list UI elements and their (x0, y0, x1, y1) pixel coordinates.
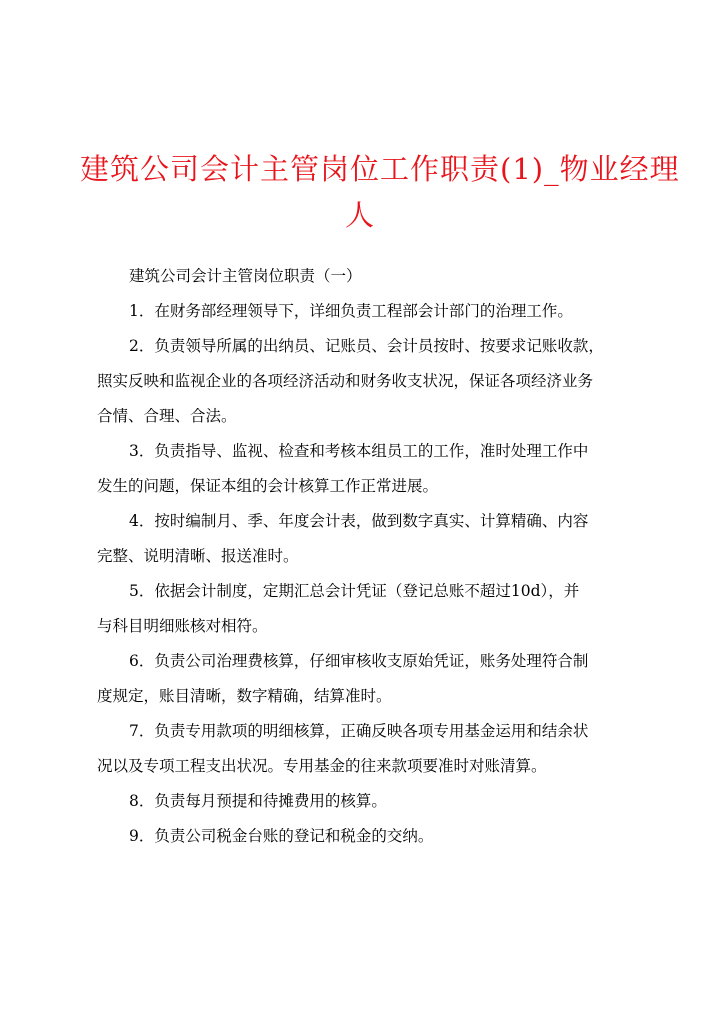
paragraph-8 (97, 784, 642, 819)
paragraph-line: 照实反映和监视企业的各项经济活动和财务收支状况，保证各项经济业务 (97, 372, 594, 390)
document-title (80, 146, 680, 238)
title-line-2: 人 (344, 198, 375, 232)
paragraph-line: 3．负责指导、监视、检查和考核本组员工的工作，准时处理工作中 (129, 442, 589, 460)
paragraph-2 (97, 329, 642, 434)
paragraph-3 (97, 434, 642, 504)
paragraph-line: 5．依据会计制度，定期汇总会计凭证（登记总账不超过10d），并 (129, 582, 580, 600)
paragraph-5 (97, 574, 642, 644)
document-body (97, 259, 642, 854)
title-line-1: 建筑公司会计主管岗位工作职责(1)_物业经理 (80, 152, 680, 186)
paragraph-4 (97, 504, 642, 574)
paragraph-line: 合情、合理、合法。 (97, 407, 237, 425)
paragraph-line: 4．按时编制月、季、年度会计表，做到数字真实、计算精确、内容 (129, 512, 589, 530)
paragraph-1 (97, 294, 642, 329)
paragraph-6 (97, 644, 642, 714)
paragraph-line: 度规定，账目清晰，数字精确，结算准时。 (97, 687, 392, 705)
paragraph-line: 况以及专项工程支出状况。专用基金的往来款项要准时对账清算。 (97, 757, 547, 775)
paragraph-line: 8．负责每月预提和待摊费用的核算。 (129, 792, 387, 810)
paragraph-line: 发生的问题，保证本组的会计核算工作正常进展。 (97, 477, 439, 495)
paragraph-heading (97, 259, 642, 294)
paragraph-line: 1．在财务部经理领导下，详细负责工程部会计部门的治理工作。 (129, 302, 573, 320)
paragraph-line: 9．负责公司税金台账的登记和税金的交纳。 (129, 827, 434, 845)
paragraph-line: 建筑公司会计主管岗位职责（一） (129, 267, 362, 285)
paragraph-line: 完整、说明清晰、报送准时。 (97, 547, 299, 565)
paragraph-line: 2．负责领导所属的出纳员、记账员、会计员按时、按要求记账收款， (129, 337, 604, 355)
paragraph-line: 与科目明细账核对相符。 (97, 617, 268, 635)
paragraph-9 (97, 819, 642, 854)
paragraph-line: 6．负责公司治理费核算，仔细审核收支原始凭证，账务处理符合制 (129, 652, 589, 670)
paragraph-7 (97, 714, 642, 784)
paragraph-line: 7．负责专用款项的明细核算，正确反映各项专用基金运用和结余状 (129, 722, 589, 740)
